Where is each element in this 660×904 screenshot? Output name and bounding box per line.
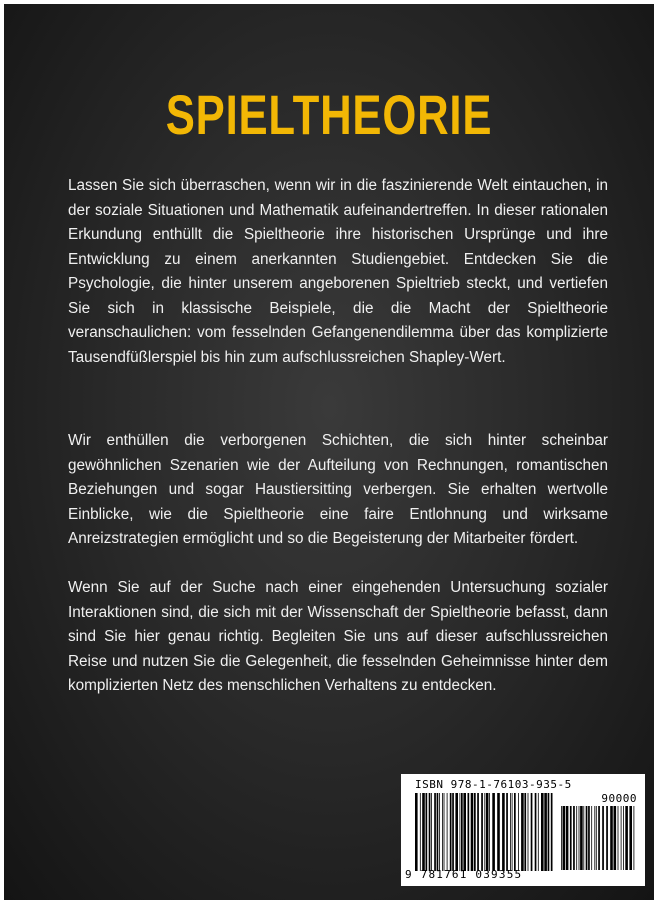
blurb-paragraph-1: Lassen Sie sich überraschen, wenn wir in die faszinierende Welt eintauchen, in der soziale Situationen und Mathematik aufeinandertreffen. In dieser rationalen Erkundung enthüllt die Spieltheorie ihre historischen Ursprünge und ihre Entwicklung zu einem anerkannten Studiengebiet. Entdecken Sie die Psychologie, die hinter unserem angeborenen Spieltrieb steckt, und vertiefen Sie sich in klassische Beispiele, die die Macht der Spieltheorie veranschaulichen: vom fesselnden Gefangenendilemma über das komplizierte Tausendfüßlerspiel bis hin zum aufschlussreichen Shapley-Wert.: [68, 177, 608, 366]
barcode-digits: 9 781761 039355: [405, 868, 523, 881]
ean-barcode-icon: [415, 793, 555, 871]
isbn-barcode-block: [401, 774, 645, 886]
back-cover: [4, 4, 654, 900]
isbn-label: ISBN 978-1-76103-935-5: [415, 778, 572, 791]
book-title: SPIELTHEORIE: [165, 83, 493, 146]
blurb-paragraph-3: Wenn Sie auf der Suche nach einer eingehenden Untersuchung sozialer Interaktionen sind, die sich mit der Wissenschaft der Spieltheorie befasst, dann sind Sie hier genau richtig. Begleiten Sie uns auf dieser aufschlussreichen Reise und nutzen Sie die Gelegenheit, die fesselnden Geheimnisse hinter dem komplizierten Netz des menschlichen Verhaltens zu entdecken.: [68, 579, 608, 694]
addon-barcode-icon: [561, 806, 637, 870]
blurb-paragraph-2: Wir enthüllen die verborgenen Schichten, die sich hinter scheinbar gewöhnlichen Szenarien wie der Aufteilung von Rechnungen, romantischen Beziehungen und sogar Haustiersitting verbergen. Sie erhalten wertvolle Einblicke, wie die Spieltheorie eine faire Entlohnung und wirksame Anreizstrategien ermöglicht und so die Begeisterung der Mitarbeiter fördert.: [68, 432, 608, 547]
price-code: 90000: [601, 792, 637, 805]
